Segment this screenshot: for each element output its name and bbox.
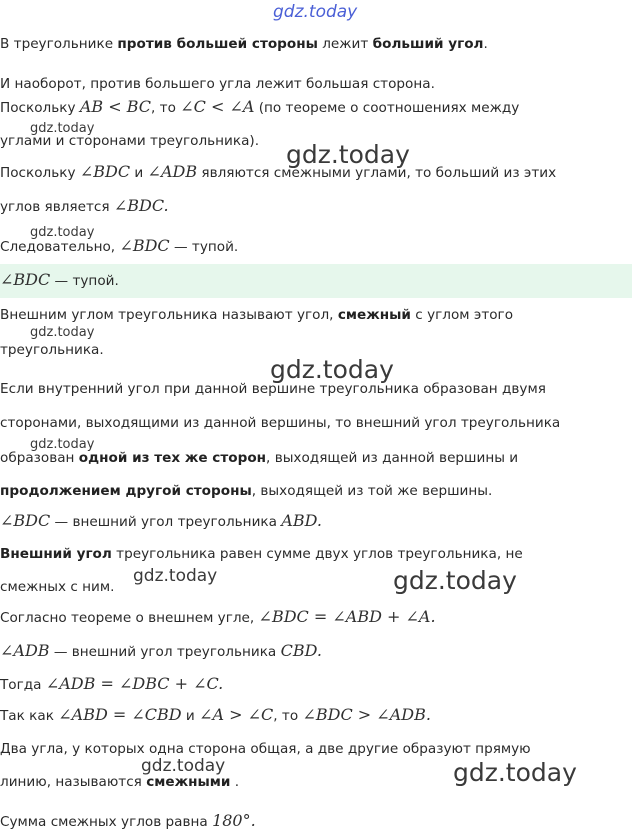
text-line bbox=[0, 773, 239, 791]
watermark-small: gdz.today bbox=[30, 437, 95, 452]
text: с углом этого bbox=[410, 307, 514, 323]
text: Следовательно, bbox=[0, 239, 120, 255]
text: треугольника равен сумме двух углов треугольника, не bbox=[111, 546, 523, 562]
text: Сумма смежных углов равна bbox=[0, 814, 213, 830]
math-expression: ∠ABD = ∠CBD bbox=[58, 705, 182, 724]
math-expression: ABD. bbox=[281, 511, 322, 530]
text: В треугольнике bbox=[0, 36, 118, 52]
text: — тупой. bbox=[50, 273, 119, 289]
watermark-large: gdz.today bbox=[393, 566, 517, 595]
bold-text: против большей стороны bbox=[117, 36, 318, 52]
math-expression: ∠BDC bbox=[0, 270, 51, 289]
text-line bbox=[0, 163, 556, 182]
text: Поскольку bbox=[0, 165, 80, 181]
text: , то bbox=[273, 708, 303, 724]
watermark-small: gdz.today bbox=[30, 121, 95, 136]
text-line bbox=[0, 306, 513, 324]
math-expression: ∠ADB = ∠DBC + ∠C. bbox=[45, 674, 224, 693]
text: образован bbox=[0, 450, 79, 466]
math-expression: ∠C < ∠A bbox=[180, 97, 255, 116]
text-line bbox=[0, 132, 259, 150]
bold-text: смежными bbox=[146, 774, 231, 790]
text: и bbox=[181, 708, 200, 724]
text: — внешний угол треугольника bbox=[50, 514, 282, 530]
text: Тогда bbox=[0, 677, 46, 693]
math-expression: ∠BDC bbox=[0, 511, 51, 530]
text: , выходящей из той же вершины. bbox=[251, 483, 493, 499]
text: Внешним углом треугольника называют угол, bbox=[0, 307, 338, 323]
text-line bbox=[0, 642, 322, 661]
text: являются смежными углами, то больший из этих bbox=[197, 165, 557, 181]
math-expression: ∠BDC bbox=[79, 162, 131, 181]
text-line bbox=[0, 740, 531, 758]
math-expression: ∠ADB bbox=[0, 641, 50, 660]
text: , выходящей из данной вершины и bbox=[266, 450, 519, 466]
math-expression: ∠A > ∠C bbox=[199, 705, 274, 724]
math-expression: AB < BC bbox=[79, 97, 152, 116]
text: смежных с ним. bbox=[0, 579, 115, 595]
text: И наоборот, против большего угла лежит большая сторона. bbox=[0, 76, 435, 92]
text: — тупой. bbox=[169, 239, 239, 255]
text: Два угла, у которых одна сторона общая, а две другие образуют прямую bbox=[0, 741, 531, 757]
text-line bbox=[0, 812, 256, 831]
text: (по теореме о соотношениях между bbox=[254, 100, 520, 116]
bold-text: продолжением другой стороны bbox=[0, 483, 252, 499]
bold-text: больший угол bbox=[372, 36, 484, 52]
text: лежит bbox=[317, 36, 373, 52]
text-line bbox=[0, 608, 436, 627]
text-line bbox=[0, 380, 546, 398]
text: и bbox=[130, 165, 148, 181]
text: . bbox=[230, 774, 240, 790]
text-line bbox=[0, 35, 488, 53]
math-expression: ∠ADB bbox=[147, 162, 198, 181]
text-line bbox=[0, 706, 431, 725]
watermark-small: gdz.today bbox=[30, 225, 95, 240]
text-line bbox=[0, 341, 104, 359]
text-line bbox=[0, 675, 223, 694]
watermark-large: gdz.today bbox=[286, 140, 410, 169]
text: углами и сторонами треугольника). bbox=[0, 133, 260, 149]
text-line bbox=[0, 482, 492, 500]
math-expression: 180°. bbox=[212, 811, 256, 830]
bold-text: одной из тех же сторон bbox=[78, 450, 267, 466]
bold-text: смежный bbox=[337, 307, 411, 323]
text-line bbox=[0, 449, 518, 467]
text: треугольника. bbox=[0, 342, 104, 358]
text-line bbox=[0, 414, 560, 432]
watermark-small: gdz.today bbox=[141, 756, 226, 776]
text-line bbox=[0, 545, 523, 563]
text: Согласно теореме о внешнем угле, bbox=[0, 610, 259, 626]
math-expression: ∠BDC = ∠ABD + ∠A. bbox=[258, 607, 436, 626]
text: Если внутренний угол при данной вершине треугольника образован двумя bbox=[0, 381, 546, 397]
text: — внешний угол треугольника bbox=[49, 644, 281, 660]
math-expression: ∠BDC > ∠ADB. bbox=[302, 705, 431, 724]
text-line bbox=[0, 75, 435, 93]
text: , то bbox=[151, 100, 181, 116]
watermark-top: gdz.today bbox=[273, 2, 358, 22]
text: . bbox=[483, 36, 488, 52]
text: линию, называются bbox=[0, 774, 147, 790]
watermark-small: gdz.today bbox=[30, 325, 95, 340]
watermark-large: gdz.today bbox=[453, 758, 577, 787]
math-expression: CBD. bbox=[280, 641, 322, 660]
math-expression: ∠BDC bbox=[119, 236, 170, 255]
text-line bbox=[0, 237, 238, 256]
text-line bbox=[0, 98, 519, 117]
text: Поскольку bbox=[0, 100, 80, 116]
text: сторонами, выходящими из данной вершины, то внешний угол треугольника bbox=[0, 415, 561, 431]
text: углов является bbox=[0, 199, 114, 215]
math-expression: ∠BDC. bbox=[113, 196, 169, 215]
highlighted-line bbox=[0, 271, 119, 290]
text-line bbox=[0, 197, 169, 216]
watermark-small: gdz.today bbox=[133, 566, 218, 586]
watermark-large: gdz.today bbox=[270, 355, 394, 384]
text: Так как bbox=[0, 708, 59, 724]
text-line bbox=[0, 578, 114, 596]
text-line bbox=[0, 512, 322, 531]
bold-text: Внешний угол bbox=[0, 546, 112, 562]
